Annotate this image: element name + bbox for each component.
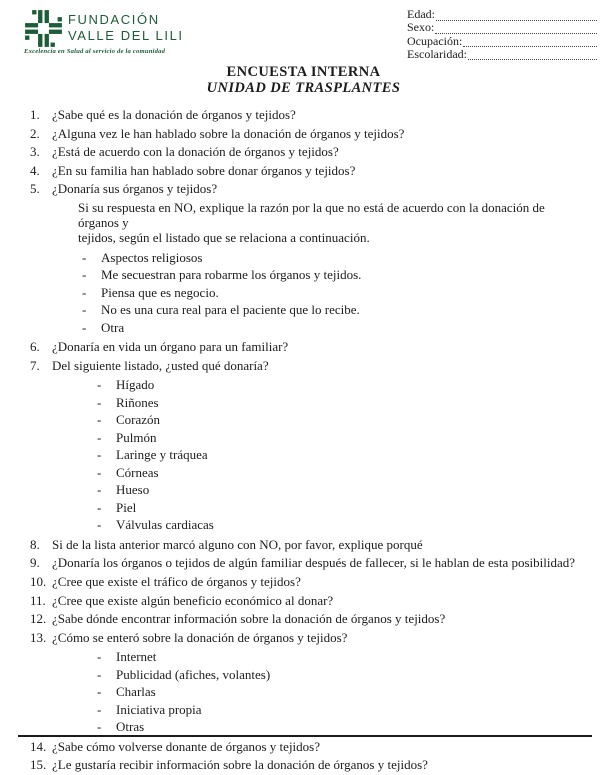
list-item [97,648,587,666]
list-item-label: Piensa que es negocio. [101,284,219,300]
header-field-label: Ocupación: [407,33,463,48]
dash-marker: - [97,517,102,533]
question-number: 10. [30,573,47,589]
logo [24,9,184,48]
question-item [30,536,587,555]
list-item [97,516,587,534]
dotted-line [468,59,597,60]
header-fields [407,9,597,62]
list-item [82,266,587,284]
question-item [30,180,587,199]
list-item-label: Corazón [116,412,161,428]
question-item [30,125,587,144]
logo-name [68,12,184,43]
list-item [97,394,587,412]
question-item [30,573,587,592]
question-number: 4. [30,162,40,178]
answer-option-list [97,376,587,534]
list-item [82,284,587,302]
question-text: ¿Donaría los órganos o tejidos de algún familiar después de fallecer, si le hablan de esta posibilidad? [52,555,576,571]
question-number: 11. [30,592,46,608]
question-number: 3. [30,144,40,160]
dash-marker: - [97,666,102,682]
question-text: ¿Donaría en vida un órgano para un familiar? [52,339,289,355]
header-field-label: Edad: [407,7,435,22]
header-field [407,46,597,62]
document-title [0,64,607,96]
list-item-label: Aspectos religiosos [101,249,203,265]
dash-marker: - [97,499,102,515]
question-item [30,162,587,181]
list-item [97,481,587,499]
question-number: 6. [30,339,40,355]
list-item-label: Córneas [116,464,159,480]
list-item-label: Válvulas cardiacas [116,517,214,533]
list-item-label: Laringe y tráquea [116,447,208,463]
footer-rule [18,735,592,737]
dash-marker: - [82,284,87,300]
list-item-label: Me secuestran para robarme los órganos y tejidos. [101,267,362,283]
logo-tagline: Excelencia en Salud al servicio de la comunidad [24,48,166,55]
dash-marker: - [82,249,87,265]
answer-option-list [97,648,587,736]
question-list [30,106,587,775]
list-item [97,411,587,429]
question-item [30,554,587,573]
question-item [30,610,587,629]
foundation-cross-icon [24,9,63,48]
question-text: ¿Donaría sus órganos y tejidos? [52,181,218,197]
question-text: ¿Sabe dónde encontrar información sobre la donación de órganos y tejidos? [52,611,446,627]
list-item [97,666,587,684]
dotted-line [463,46,597,47]
question-item [30,106,587,125]
list-item-label: Riñones [116,394,159,410]
question-number: 5. [30,181,40,197]
list-item [97,376,587,394]
list-item [97,446,587,464]
question-note [78,200,588,246]
list-item-label: Piel [116,499,137,515]
list-item [82,319,587,337]
question-number: 1. [30,107,40,122]
logo-name-line1: FUNDACIÓN [68,12,160,27]
question-note-line: Si su respuesta en NO, explique la razón por la que no está de acuerdo con la donación de órganos y [78,199,545,231]
list-item-label: Internet [116,649,157,665]
dash-marker: - [82,319,87,335]
list-item-label: Publicidad (afiches, volantes) [116,666,271,682]
list-item [97,429,587,447]
question-text: ¿Le gustaría recibir información sobre la donación de órganos y tejidos? [52,757,428,773]
dash-marker: - [97,464,102,480]
title-line2: UNIDAD DE TRASPLANTES [206,80,401,96]
question-number: 8. [30,536,40,552]
list-item [97,464,587,482]
question-text: Si de la lista anterior marcó alguno con NO, por favor, explique porqué [52,536,423,552]
list-item [97,701,587,719]
question-number: 15. [30,757,47,773]
dash-marker: - [82,267,87,283]
list-item [82,249,587,267]
question-text: ¿Está de acuerdo con la donación de órganos y tejidos? [52,144,339,160]
question-text: ¿Cree que existe el tráfico de órganos y tejidos? [52,573,301,589]
question-item [30,338,587,357]
dash-marker: - [97,412,102,428]
question-number: 14. [30,738,47,754]
question-item [30,629,587,648]
list-item-label: Otra [101,319,125,335]
list-item-label: Hígado [116,377,155,393]
answer-option-list [82,249,587,337]
question-number: 2. [30,125,40,141]
list-item-label: Pulmón [116,429,157,445]
question-text: ¿Sabe cómo volverse donante de órganos y tejidos? [52,738,320,754]
list-item-label: Charlas [116,684,156,700]
dash-marker: - [97,684,102,700]
dash-marker: - [97,482,102,498]
header-field-label: Sexo: [407,20,435,35]
question-item [30,756,587,775]
title-line1: ENCUESTA INTERNA [226,64,381,80]
dash-marker: - [82,302,87,318]
dash-marker: - [97,377,102,393]
question-text: ¿Cómo se enteró sobre la donación de órganos y tejidos? [52,629,348,645]
question-text: ¿Cree que existe algún beneficio económico al donar? [52,592,334,608]
question-number: 13. [30,629,47,645]
question-item [30,143,587,162]
question-number: 7. [30,357,40,373]
dash-marker: - [97,719,102,735]
logo-name-line2: VALLE DEL LILI [68,27,184,43]
dash-marker: - [97,701,102,717]
list-item [97,499,587,517]
question-item [30,357,587,376]
list-item [97,718,587,736]
question-text: ¿En su familia han hablado sobre donar órganos y tejidos? [52,162,356,178]
question-item [30,592,587,611]
dash-marker: - [97,429,102,445]
question-note-line: tejidos, según el listado que se relaciona a continuación. [78,230,370,246]
question-number: 12. [30,611,47,627]
header-field-label: Escolaridad: [407,46,467,61]
list-item-label: No es una cura real para el paciente que lo recibe. [101,302,360,318]
dash-marker: - [97,649,102,665]
question-number: 9. [30,555,40,571]
question-text: ¿Alguna vez le han hablado sobre la donación de órganos y tejidos? [52,125,405,141]
question-item [30,738,587,757]
question-text: ¿Sabe qué es la donación de órganos y tejidos? [52,107,296,122]
header-field [407,9,597,22]
dash-marker: - [97,447,102,463]
question-text: Del siguiente listado, ¿usted qué donaría? [52,357,269,373]
dash-marker: - [97,394,102,410]
list-item [97,683,587,701]
list-item-label: Hueso [116,482,150,498]
dotted-line [436,20,597,21]
list-item-label: Iniciativa propia [116,701,202,717]
list-item-label: Otras [116,719,145,735]
list-item [82,301,587,319]
